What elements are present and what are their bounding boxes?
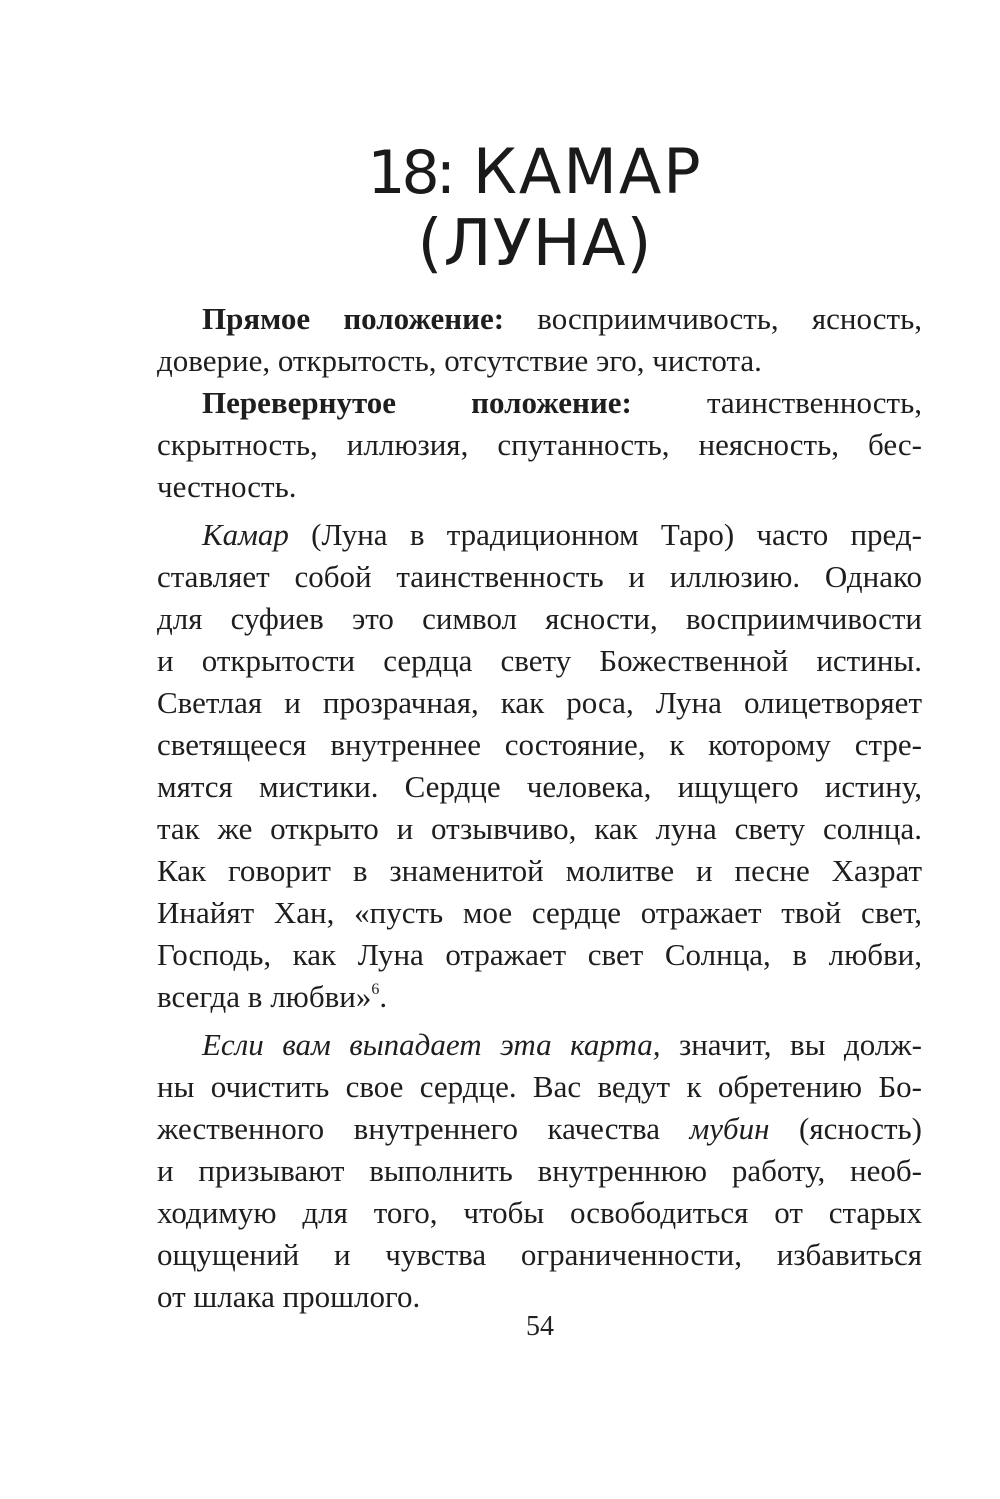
para2-text-3a: жественного внутреннего качества [157,1111,660,1146]
reversed-line-2: скрытность, иллюзия, спутанность, неясность, бес- [157,427,922,462]
para2-lead: Если вам выпадает эта карта, [202,1027,661,1062]
reversed-text-1: таинственность, [706,385,922,420]
para1-line-7: мятся мистики. Сердце человека, ищущего истину, [157,769,922,804]
para2-line-6: ощущений и чувства ограниченности, избавиться [157,1237,922,1272]
para2-line-3 [157,1110,922,1148]
para1-text-1: (Луна в традиционном Таро) часто пред- [311,517,922,552]
para1-line-1 [202,516,922,554]
chapter-title-word: КАМАР [472,135,703,208]
para1-line-5: Светлая и прозрачная, как роса, Луна олицетворяет [157,685,922,720]
reversed-line-1 [202,384,922,422]
para1-line-6: светящееся внутреннее состояние, к которому стре- [157,727,922,762]
para2-line-5: ходимую для того, чтобы освободиться от старых [157,1195,922,1230]
reversed-line-3: честность. [157,469,297,504]
reversed-label: Перевернутое положение: [202,385,632,420]
chapter-title-line-1 [150,135,920,208]
para1-line-9: Как говорит в знаменитой молитве и песне Хазрат [157,853,922,888]
para2-line-2: ны очистить свое сердце. Вас ведут к обретению Бо- [157,1069,922,1104]
para2-line-1 [202,1026,922,1064]
upright-line-2: доверие, открытость, отсутствие эго, чистота. [157,343,762,378]
para1-text-12: всегда в любви» [157,979,372,1014]
para2-line-7: от шлака прошлого. [157,1279,421,1314]
para1-text-12-end: . [379,979,388,1014]
para1-line-2: ставляет собой таинственность и иллюзию. Однако [157,559,922,594]
para1-line-10: Инайят Хан, «пусть мое сердце отражает твой свет, [157,895,922,930]
para1-line-11: Господь, как Луна отражает свет Солнца, в любви, [157,937,922,972]
para2-line-4: и призывают выполнить внутреннюю работу, необ- [157,1153,922,1188]
para2-text-3b: (ясность) [799,1111,922,1146]
para2-text-1: значит, вы долж- [678,1027,923,1062]
para1-line-8: так же открыто и отзывчиво, как луна свету солнца. [157,811,922,846]
upright-line-1 [202,300,922,338]
footnote-marker: 6 [371,980,380,998]
chapter-title-line-2: (ЛУНА) [417,207,653,281]
para1-line-4: и открытости сердца свету Божественной истины. [157,643,922,678]
upright-label: Прямое положение: [202,301,505,336]
para1-line-12 [157,978,387,1016]
para1-term: Камар [202,517,289,552]
page-number: 54 [526,1311,554,1342]
chapter-number: 18: [367,138,452,208]
para1-line-3: для суфиев это символ ясности, восприимчивости [157,601,922,636]
upright-text-1: восприимчивость, ясность, [537,301,922,336]
para2-term: мубин [689,1111,770,1146]
